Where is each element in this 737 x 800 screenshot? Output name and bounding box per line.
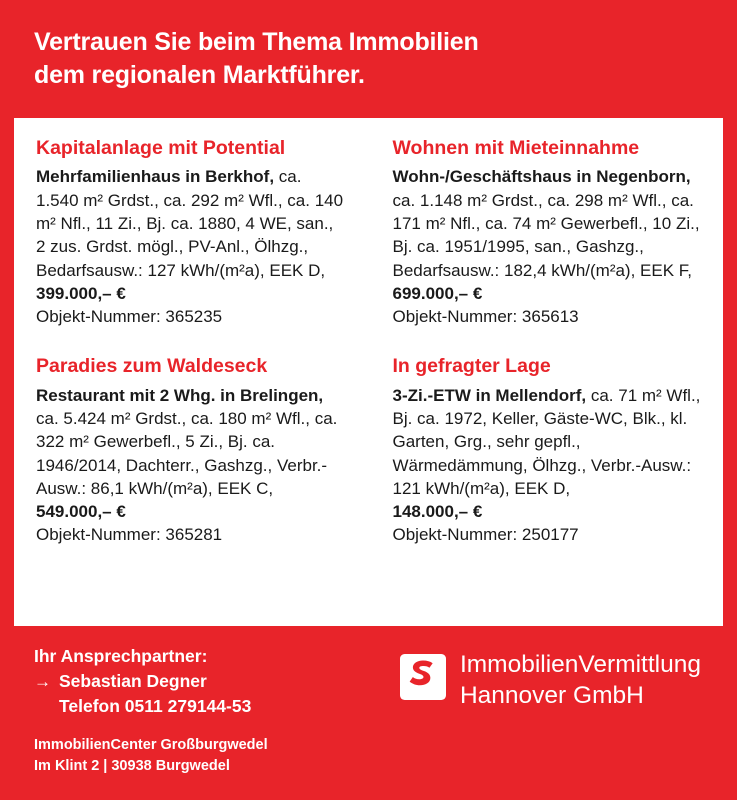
- office-address: [34, 735, 268, 779]
- listing-price: 399.000,– €: [36, 283, 126, 303]
- contact-name: Sebastian Degner: [59, 670, 207, 691]
- header-line-2: dem regionalen Marktführer.: [34, 61, 365, 90]
- listing-title: Kapitalanlage mit Potential: [36, 137, 286, 159]
- contact-label: Ihr Ansprechpartner:: [34, 646, 208, 666]
- brand-name-line-2: Hannover GmbH: [459, 681, 644, 709]
- listing-details: ca. 5.424 m² Grdst., ca. 180 m² Wfl., ca. 322 m² Gewerbefl., 5 Zi., Bj. ca. 1946/2014, Dachterr., Gashzg., Verbr.-Ausw.: 86,1 kWh/(m²a), EEK C,: [36, 409, 338, 498]
- brand-block: [400, 644, 707, 711]
- listing-object-number: Objekt-Nummer: 365281: [36, 525, 223, 545]
- listing-details: ca. 71 m² Wfl., Bj. ca. 1972, Keller, Gäste-WC, Blk., kl. Garten, Grg., sehr gepfl., Wärmedämmung, Ölhzg., Verbr.-Ausw.: 121 kWh/(m²a), EEK D,: [392, 385, 701, 498]
- sparkasse-logo-icon: [400, 654, 446, 700]
- listing-description: [36, 384, 345, 500]
- listing-object-number: Objekt-Nummer: 365235: [36, 307, 223, 327]
- listing-item[interactable]: [393, 354, 702, 546]
- ad-footer: [0, 626, 737, 800]
- listing-title: Paradies zum Waldeseck: [36, 355, 268, 378]
- footer-top-row: [34, 644, 707, 719]
- office-address-line-1: ImmobilienCenter Großburgwedel: [34, 736, 268, 753]
- arrow-right-icon: →: [34, 671, 51, 691]
- listing-description: [36, 165, 345, 281]
- listing-description: [393, 165, 702, 281]
- contact-phone[interactable]: Telefon 0511 279144-53: [59, 695, 252, 716]
- listings-panel: [14, 118, 723, 626]
- listing-price: 148.000,– €: [392, 502, 483, 522]
- listing-object-number: Objekt-Nummer: 365613: [392, 307, 579, 327]
- listing-headline: Wohn-/Geschäftshaus in Negenborn,: [392, 167, 691, 187]
- listing-item[interactable]: [36, 354, 345, 546]
- listing-details: ca. 1.148 m² Grdst., ca. 298 m² Wfl., ca. 171 m² Nfl., ca. 74 m² Gewerbefl., 10 Zi., Bj. ca. 1951/1995, san., Gashzg., Bedarfsausw.: 182,4 kWh/(m²a), EEK F,: [392, 190, 700, 280]
- listing-headline: Restaurant mit 2 Whg. in Brelingen,: [36, 385, 324, 405]
- contact-name-row: [34, 669, 251, 694]
- listing-item[interactable]: [393, 136, 702, 328]
- listing-price: 699.000,– €: [392, 283, 483, 303]
- listings-column-right: [369, 136, 702, 616]
- listings-column-left: [36, 136, 369, 616]
- contact-block: [34, 644, 251, 719]
- office-address-line-2: Im Klint 2 | 30938 Burgwedel: [34, 758, 230, 775]
- listing-headline: 3-Zi.-ETW in Mellendorf,: [392, 385, 587, 405]
- listing-price: 549.000,– €: [36, 502, 126, 522]
- listing-headline: Mehrfamilienhaus in Berkhof,: [36, 167, 275, 187]
- brand-name-line-1: ImmobilienVermittlung: [459, 651, 701, 678]
- listing-details: ca. 1.540 m² Grdst., ca. 292 m² Wfl., ca. 140 m² Nfl., 11 Zi., Bj. ca. 1880, 4 WE, san., 2 zus. Grdst. mögl., PV-Anl., Ölhzg., Bedarfsausw.: 127 kWh/(m²a), EEK D,: [36, 167, 344, 280]
- listing-title: Wohnen mit Mieteinnahme: [392, 137, 640, 159]
- header-line-1: Vertrauen Sie beim Thema Immobilien: [34, 28, 479, 56]
- listing-item[interactable]: [36, 136, 345, 328]
- ad-header: [0, 0, 737, 109]
- brand-name: [460, 650, 701, 711]
- listing-description: [393, 384, 702, 500]
- listing-title: In gefragter Lage: [392, 355, 551, 378]
- listing-object-number: Objekt-Nummer: 250177: [392, 525, 579, 545]
